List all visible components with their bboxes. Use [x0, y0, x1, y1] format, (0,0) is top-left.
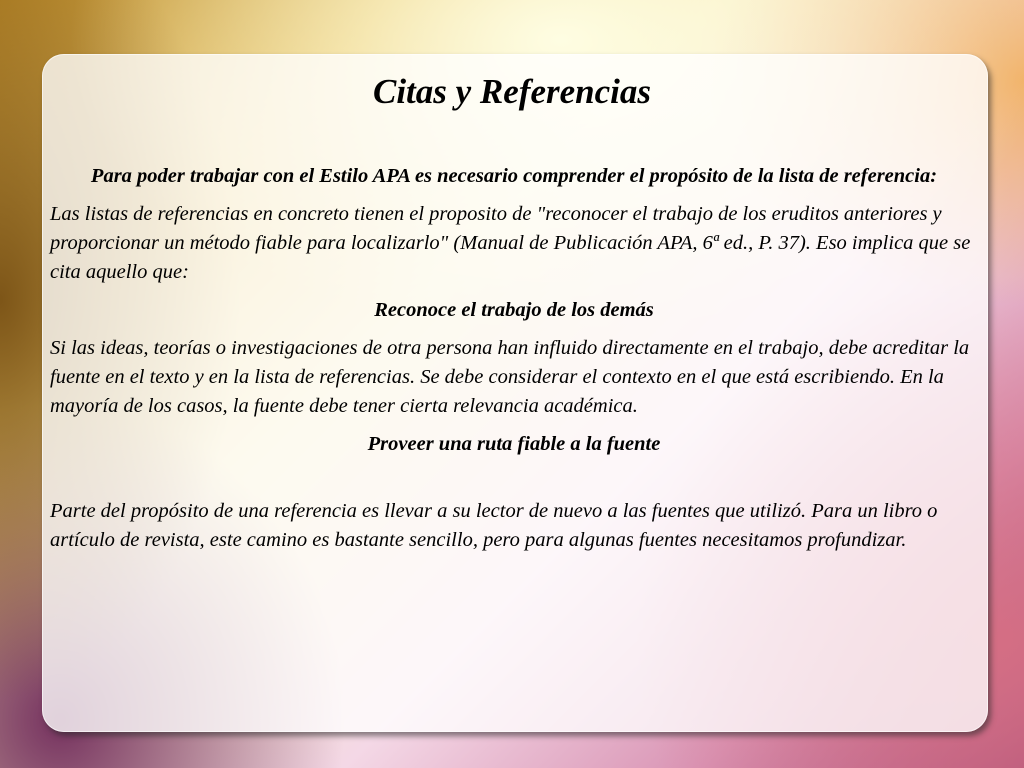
- intro-text: Para poder trabajar con el Estilo APA es necesario comprender el propósito de la lista de referencia:: [90, 165, 938, 187]
- slide-content: [50, 162, 978, 564]
- paragraph-references-purpose: Las listas de referencias en concreto tienen el proposito de "reconocer el trabajo de los eruditos anteriores y proporcionar un método fiable para localizarlo" (Manual de Publicación APA, 6ª ed., P. 37). Eso implica que se cita aquello que:: [50, 203, 971, 283]
- subheading-reliable-path: Proveer una ruta fiable a la fuente: [367, 433, 661, 455]
- paragraph-reader-path: Parte del propósito de una referencia es llevar a su lector de nuevo a las fuentes que utilizó. Para un libro o artículo de revista, este camino es bastante sencillo, pero para algunas fuentes necesitamos profundizar.: [50, 500, 938, 551]
- paragraph-credit-sources: Si las ideas, teorías o investigaciones de otra persona han influido directamente en el trabajo, debe acreditar la fuente en el texto y en la lista de referencias. Se debe considerar el contexto en el que está escribiendo. En la mayoría de los casos, la fuente debe tener cierta relevancia académica.: [50, 337, 970, 417]
- subheading-recognize-work: Reconoce el trabajo de los demás: [374, 299, 654, 321]
- slide-title: Citas y Referencias: [372, 72, 652, 111]
